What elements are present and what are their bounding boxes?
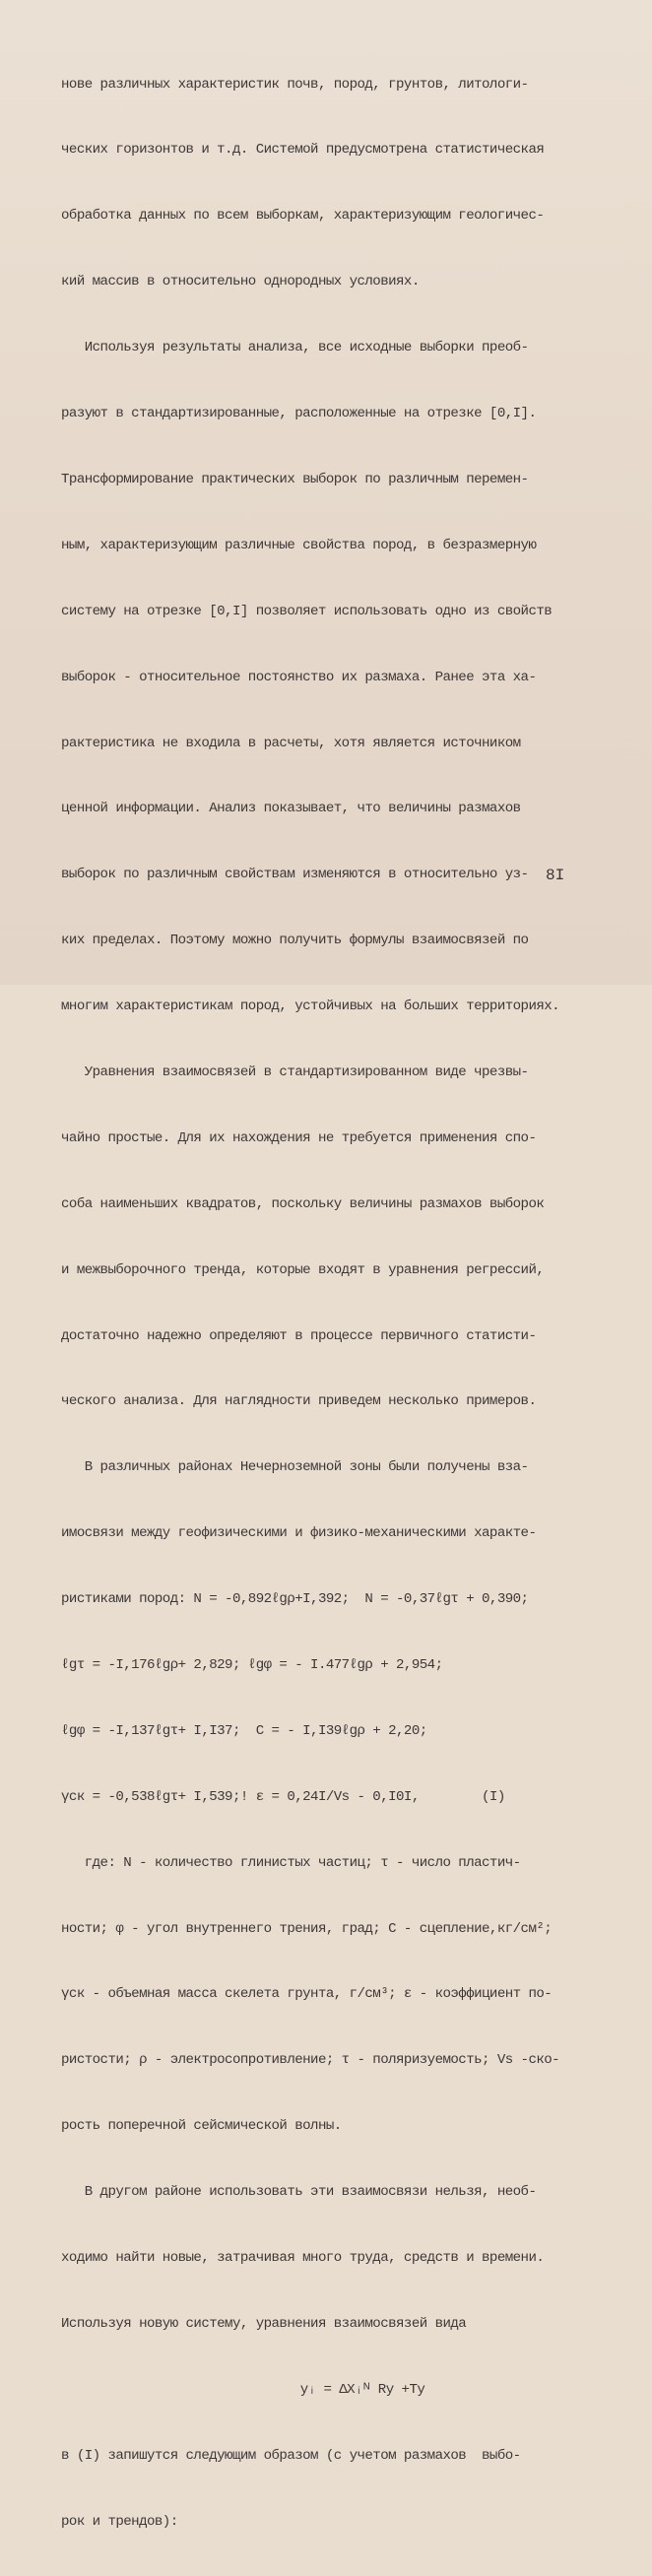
text-line: ценной информации. Анализ показывает, что величины размахов [61, 801, 521, 817]
text-line: ческих горизонтов и т.д. Системой предусмотрена статистическая [61, 142, 545, 159]
formula-line: ℓgτ = -I,176ℓgρ+ 2,829; ℓgφ = - I.477ℓgρ + 2,954; [61, 1656, 443, 1673]
body-text [61, 30, 605, 2576]
text-line: кий массив в относительно однородных условиях. [61, 274, 420, 290]
text-line: Используя результаты анализа, все исходные выборки преоб- [61, 340, 529, 356]
text-line: ристости; ρ - электросопротивление; τ - поляризуемость; Vs -ско- [61, 2052, 560, 2069]
text-line: рактеристика не входила в расчеты, хотя является источником [61, 735, 521, 751]
text-line: соба наименьших квадратов, поскольку величины размахов выборок [61, 1195, 545, 1212]
text-line: ких пределах. Поэтому можно получить формулы взаимосвязей по [61, 933, 529, 949]
text-line: в (I) запишутся следующим образом (с учетом размахов выбо- [61, 2447, 521, 2464]
formula-line: γск = -0,538ℓgτ+ I,539;! ε = 0,24I/Vs - 0,I0I, (I) [61, 1788, 505, 1805]
text-line: имосвязи между геофизическими и физико-механическими характе- [61, 1525, 537, 1542]
text-line: обработка данных по всем выборкам, характеризующим геологичес- [61, 208, 545, 225]
page-number: 8I [546, 867, 565, 884]
text-line: Трансформирование практических выборок по различным перемен- [61, 471, 529, 487]
text-line: выборок по различным свойствам изменяются в относительно уз- [61, 867, 529, 883]
text-line: многим характеристикам пород, устойчивых на больших территориях. [61, 998, 560, 1015]
text-line: ности; φ - угол внутреннего трения, град; C - сцепление,кг/см²; [61, 1920, 553, 1937]
text-line: разуют в стандартизированные, расположенные на отрезке [0,I]. [61, 406, 537, 422]
text-line: достаточно надежно определяют в процессе первичного статисти- [61, 1327, 537, 1344]
text-line: ходимо найти новые, затрачивая много труда, средств и времени. [61, 2249, 545, 2266]
text-line: систему на отрезке [0,I] позволяет использовать одно из свойств [61, 603, 553, 619]
text-line: ным, характеризующим различные свойства пород, в безразмерную [61, 537, 537, 553]
formula-line: ристиками пород: N = -0,892ℓgρ+I,392; N = -0,37ℓgτ + 0,390; [61, 1591, 529, 1608]
text-line: В другом районе использовать эти взаимосвязи нельзя, необ- [61, 2184, 537, 2201]
text-line: и межвыборочного тренда, которые входят в уравнения регрессий, [61, 1261, 545, 1278]
formula-line: ℓgφ = -I,137ℓgτ+ I,I37; C = - I,I39ℓgρ + 2,20; [61, 1722, 427, 1739]
text-line: где: N - количество глинистых частиц; τ - число пластич- [61, 1854, 521, 1871]
text-line: Уравнения взаимосвязей в стандартизированном виде чрезвы- [61, 1063, 529, 1080]
text-line: В различных районах Нечерноземной зоны были получены вза- [61, 1459, 529, 1476]
text-line: рость поперечной сейсмической волны. [61, 2118, 342, 2135]
text-line: γск - объемная масса скелета грунта, г/см³; ε - коэффициент по- [61, 1986, 553, 2003]
text-line: рок и трендов): [61, 2513, 178, 2530]
text-line: чайно простые. Для их нахождения не требуется применения спо- [61, 1129, 537, 1146]
text-line: Используя новую систему, уравнения взаимосвязей вида [61, 2315, 467, 2332]
text-line: нове различных характеристик почв, пород, грунтов, литологи- [61, 76, 529, 93]
regression-formula: yᵢ = ΔXᵢᴺ Ry +Ty [299, 2381, 425, 2398]
text-line: ческого анализа. Для наглядности приведем несколько примеров. [61, 1393, 537, 1410]
text-line: выборок - относительное постоянство их размаха. Ранее эта ха- [61, 669, 537, 685]
